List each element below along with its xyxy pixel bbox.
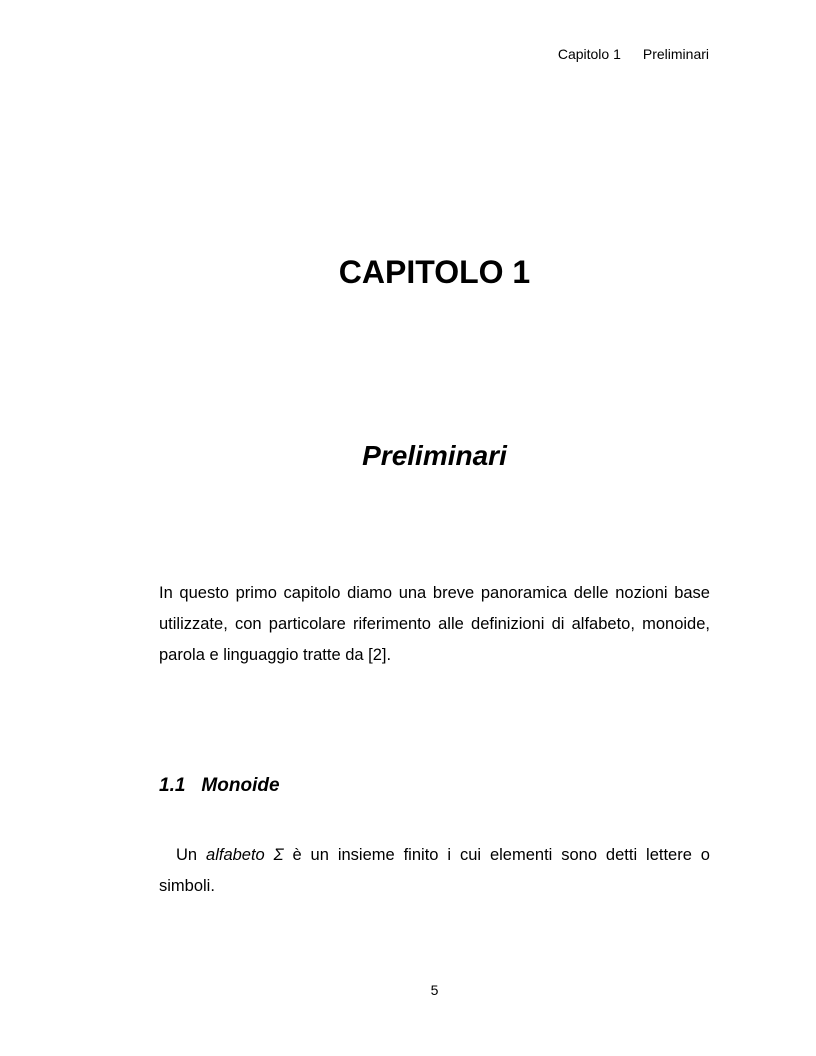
page-number: 5 [430,982,439,998]
intro-paragraph: In questo primo capitolo diamo una breve panoramica delle nozioni base utilizzate, con particolare riferimento alle definizioni di alfabeto, monoide, parola e linguaggio tratte da [2]. [159,584,710,664]
section-title: Monoide [201,775,280,796]
alphabet-definition-paragraph [159,840,710,902]
header-chapter-name: Preliminari [642,46,709,62]
section-number: 1.1 [159,775,186,796]
para-rest: è un insieme finito i cui elementi sono detti lettere o simboli. [159,846,710,895]
header-chapter-label: Capitolo 1 [557,46,621,62]
running-header [558,46,709,62]
chapter-title: Preliminari [362,440,507,471]
section-heading [159,775,280,797]
chapter-heading: CAPITOLO 1 [338,254,531,290]
term-alfabeto: alfabeto Σ [206,846,284,864]
para-lead: Un [176,846,207,864]
